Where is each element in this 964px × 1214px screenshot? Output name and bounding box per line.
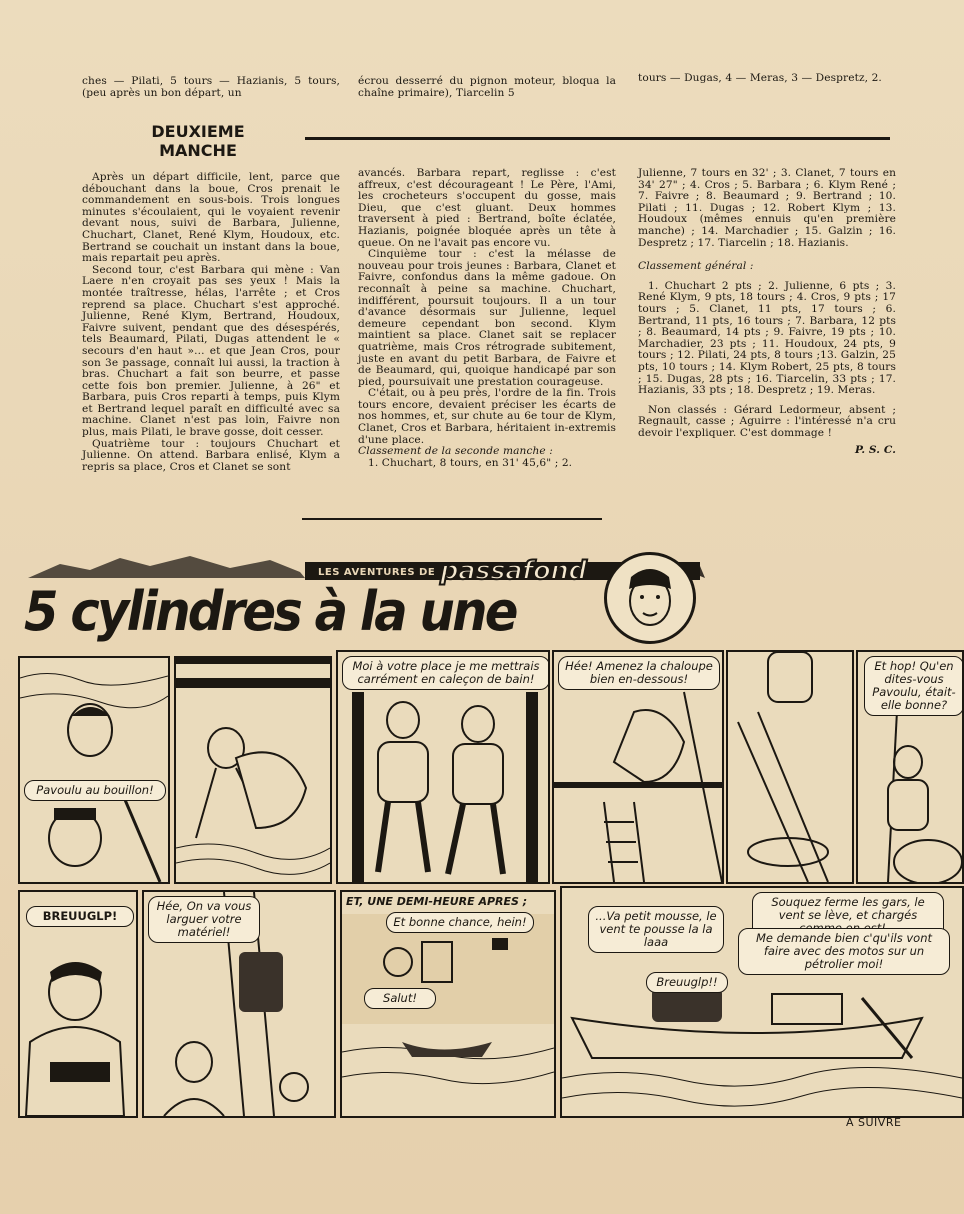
classement-text: Julienne, 7 tours en 32' ; 3. Clanet, 7 tours en 34' 27" ; 4. Cros ; 5. Barbara ; 6. Klym René ; 7. Faivre ; 8. Beaumard ; 9. Bertrand ; 10. Pilati ; 11. Dugas ; 12. Robert Klym ; 13. Houdoux (mêmes ennuis qu'en première manche) ; 14. Marchadier ; 15. Galzin ; 16. Despretz ; 17. Tiarcelin ; 18. Hazianis. <box>638 167 896 249</box>
comic-panel-1 <box>18 656 170 884</box>
paragraph: Après un départ difficile, lent, parce que débouchant dans la boue, Cros prenait le commandement en sous-bois. Trois longues minutes s'écoulaient, qui le voyaient revenir devant nous, suivi de Barbara, Julienne, Chuchart, Clanet, René Klym, Houdoux, etc. Bertrand se couchait un instant dans la boue, mais repartait peu après. <box>82 171 340 265</box>
sailors-hauling-illustration <box>176 658 330 882</box>
comic-panel-3 <box>336 650 550 884</box>
climbing-ladder-illustration <box>728 652 852 882</box>
general-text: 1. Chuchart 2 pts ; 2. Julienne, 6 pts ; 3. René Klym, 9 pts, 18 tours ; 4. Cros, 9 pts ; 17 tours ; 5. Clanet, 11 pts, 17 tours ; 6. Bertrand, 11 pts, 16 tours ; 7. Barbara, 12 pts ; 8. Beaumard, 14 pts ; 9. Faivre, 19 pts ; 10. Marchadier, 23 pts ; 11. Houdoux, 24 pts, 9 tours ; 12. Pilati, 24 pts, 8 tours ;13. Galzin, 25 pts, 10 tours ; 14. Klym Robert, 25 pts, 8 tours ; 15. Dugas, 28 pts ; 16. Tiarcelin, 33 pts ; 17. Hazianis, 33 pts ; 18. Despretz ; 19. Meras. <box>638 279 896 397</box>
speech-bubble: Moi à votre place je me mettrais carrément en caleçon de bain! <box>342 656 550 690</box>
hero-portrait <box>604 552 696 644</box>
classement-text: 1. Chuchart, 8 tours, en 31' 45,6" ; 2. <box>368 456 573 469</box>
speech-bubble: Et bonne chance, hein! <box>386 912 534 933</box>
drowning-man-illustration <box>20 658 168 882</box>
story-title: 5 cylindres à la une <box>24 580 516 643</box>
speech-bubble: BREUUGLP! <box>26 906 134 927</box>
speech-bubble: Hée, On va vous larguer votre matériel! <box>148 896 260 943</box>
general-title: Classement général : <box>638 260 754 273</box>
continuation-text: ches — Pilati, 5 tours — Hazianis, 5 tours, (peu après un bon départ, un <box>82 75 340 99</box>
comic-panel-7 <box>18 890 138 1118</box>
paragraph: Cinquième tour : c'est la mélasse de nouveau pour trois jeunes : Barbara, Clanet et Faivre, confondus dans la même gadoue. On reconnaît à peine sa machine. Chuchart, indifférent, poursuit toujours. Il a un tour d'avance désormais sur Julienne, lequel demeure cependant bon second. Klym maintient sa place. Clanet sait se replacer quatrième, mais Cros rétrograde subitement, juste en avant du petit Barbara, de Faivre et de Beaumard, qui, quoique handicapé par son pied, poursuivait une prestation courageuse. <box>358 248 616 388</box>
hero-name: passafond <box>440 556 587 586</box>
speech-bubble: Salut! <box>364 988 436 1009</box>
speech-bubble: Souquez ferme les gars, le vent se lève, et chargés <box>752 892 944 939</box>
face-icon <box>607 555 693 641</box>
classement-title: Classement de la seconde manche : <box>358 445 553 458</box>
paragraph: C'était, ou à peu près, l'ordre de la fin. Trois tours encore, devaient préciser les écarts de nos hommes, et, sur chute au 6e tour de Klym, Clanet, Cros et Barbara, héritaient in-extremis d'une place. <box>358 387 616 446</box>
panel-caption: ET, UNE DEMI-HEURE APRES ; <box>346 895 528 908</box>
continuation-text: tours — Dugas, 4 — Meras, 3 — Despretz, 2. <box>638 72 882 84</box>
comic-panel-10 <box>560 886 964 1118</box>
comic-panel-6 <box>856 650 964 884</box>
comic-panel-8 <box>142 890 336 1118</box>
speech-bubble: Et hop! Qu'en dites-vous Pavoulu, était-elle bonne? <box>864 656 964 716</box>
speech-bubble: Hée! Amenez la chaloupe bien en-dessous! <box>558 656 720 690</box>
series-label: LES AVENTURES DE <box>312 566 441 579</box>
comic-panel-5 <box>726 650 854 884</box>
paragraph: avancés. Barbara repart, reglisse : c'est affreux, c'est décourageant ! Le Père, l'Ami, les crocheteurs s'occupent du gosse, mais Dieu, que c'est gluant. Deux hommes traversent à pied : Bertrand, boîte éclatée, Hazianis, poignée bloquée après un tête à queue. On ne l'avait pas encore vu. <box>358 167 616 249</box>
speech-bubble: Pavoulu au bouillon! <box>24 780 166 801</box>
signature: P. S. C. <box>855 444 896 457</box>
speech-bubble: Breuuglp!! <box>646 972 728 993</box>
paragraph: Second tour, c'est Barbara qui mène : Van Laere n'en croyait pas ses yeux ! Mais la montée traîtresse, hélas, l'arrête ; et Cros reprend sa place. Chuchart s'est approché. Julienne, René Klym, Bertrand, Houdoux, Faivre suivent, pendant que des désespérés, tels Beaumard, Pilati, Dugas attendent le « secours d'en haut »... et que Jean Cros, pour son 3e passage, connaît lui aussi, la traction à bras. Chuchart a fait son beurre, et passe cette fois bon premier. Julienne, à 26" et Barbara, puis Cros reparti à temps, puis Klym et Bertrand lequel paraît en difficulté avec sa machine. Clanet n'est pas loin, Faivre non plus, mais Pilati, le brave gosse, doit cesser. <box>82 263 340 439</box>
speech-bubble: ...Va petit mousse, le vent te pousse la la laaa <box>588 906 724 953</box>
comic-panel-9 <box>340 890 556 1118</box>
speech-bubble: Me demande bien c'qu'ils vont faire avec des motos sur un pétrolier moi! <box>738 928 950 975</box>
paragraph: Quatrième tour : toujours Chuchart et Julienne. On attend. Barbara enlisé, Klym a repris sa place, Cros et Clanet se sont <box>82 437 340 473</box>
section-heading: DEUXIEME MANCHE <box>151 122 245 160</box>
comic-panel-2 <box>174 656 332 884</box>
non-classes-text: Non classés : Gérard Ledormeur, absent ; Regnault, casse ; Aguirre : l'intéressé n'a cru devoir l'expliquer. C'est dommage ! <box>638 403 896 439</box>
continuation-text: écrou desserré du pignon moteur, bloqua la chaîne primaire), Tiarcelin 5 <box>358 75 616 99</box>
to-be-continued: A SUIVRE <box>846 1116 902 1129</box>
comic-panel-4 <box>552 650 724 884</box>
